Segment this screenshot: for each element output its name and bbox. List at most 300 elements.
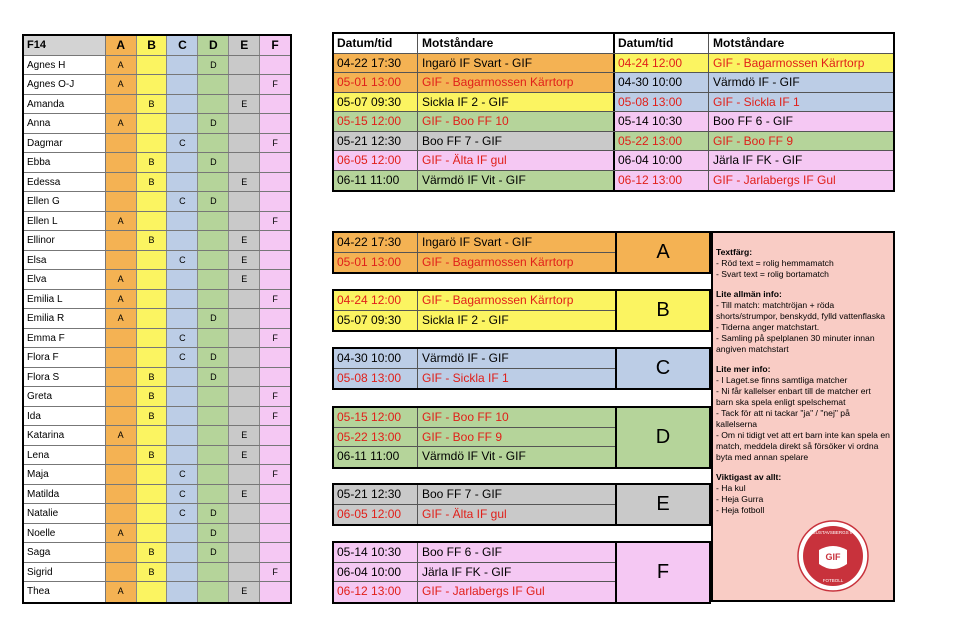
- group-cell: [137, 75, 168, 94]
- group-cell: [137, 485, 168, 504]
- group-cell: [260, 56, 290, 75]
- roster-row: [24, 231, 290, 251]
- group-cell: B: [137, 387, 168, 406]
- roster-row: [24, 153, 290, 173]
- header-datum: Datum/tid: [334, 34, 418, 53]
- group-cell: B: [137, 231, 168, 250]
- roster-header-row: [24, 36, 290, 56]
- group-cell: E: [229, 426, 260, 445]
- roster-row: [24, 387, 290, 407]
- group-cell: [260, 114, 290, 133]
- left-opponent: GIF - Älta IF gul: [418, 151, 615, 170]
- group-cell: [229, 75, 260, 94]
- player-name: Maja: [24, 465, 106, 484]
- info-textfarg-line: - Röd text = rolig hemmamatch: [716, 258, 834, 268]
- group-cell: [137, 192, 168, 211]
- header-motstandare: Motståndare: [418, 34, 615, 53]
- group-cell: [229, 309, 260, 328]
- player-name: Elsa: [24, 251, 106, 270]
- group-cell: B: [137, 446, 168, 465]
- group-block-a: [332, 231, 711, 274]
- col-header-b: B: [137, 36, 168, 55]
- col-header-c: C: [167, 36, 198, 55]
- group-match-row: [334, 582, 615, 602]
- logo-center-text: GIF: [825, 552, 841, 562]
- group-letter: E: [617, 485, 709, 524]
- group-cell: [106, 329, 137, 348]
- group-cell: [137, 212, 168, 231]
- group-cell: [137, 251, 168, 270]
- group-cell: A: [106, 582, 137, 602]
- group-cell: [137, 309, 168, 328]
- group-match-opponent: GIF - Boo FF 10: [422, 410, 509, 424]
- player-name: Ebba: [24, 153, 106, 172]
- group-cell: [260, 95, 290, 114]
- group-cell: D: [198, 192, 229, 211]
- group-cell: [106, 348, 137, 367]
- left-opponent: Värmdö IF Vit - GIF: [418, 171, 615, 191]
- right-date: 06-12 13:00: [615, 171, 709, 191]
- group-match-row: [334, 505, 615, 525]
- schedule-row: [334, 73, 893, 93]
- group-cell: [167, 368, 198, 387]
- col-header-a: A: [106, 36, 137, 55]
- group-cell: [229, 192, 260, 211]
- group-cell: E: [229, 446, 260, 465]
- group-cell: [167, 543, 198, 562]
- group-block-f: [332, 541, 711, 604]
- player-name: Flora F: [24, 348, 106, 367]
- group-cell: [198, 75, 229, 94]
- right-opponent: Boo FF 6 - GIF: [709, 112, 893, 131]
- schedule-row: [334, 151, 893, 171]
- roster-row: [24, 251, 290, 271]
- group-match-opponent: GIF - Sickla IF 1: [422, 370, 509, 385]
- header-datum-2: Datum/tid: [615, 34, 709, 53]
- player-name: Ellinor: [24, 231, 106, 250]
- group-cell: [198, 212, 229, 231]
- group-cell: A: [106, 426, 137, 445]
- group-cell: C: [167, 251, 198, 270]
- group-cell: [229, 465, 260, 484]
- player-name: Anna: [24, 114, 106, 133]
- group-cell: A: [106, 270, 137, 289]
- info-allman-line: - Tiderna anger matchstart.: [716, 322, 820, 332]
- group-cell: D: [198, 504, 229, 523]
- schedule-row: [334, 93, 893, 113]
- left-opponent: Ingarö IF Svart - GIF: [418, 54, 615, 73]
- group-cell: [229, 387, 260, 406]
- roster-row: [24, 524, 290, 544]
- group-cell: [167, 426, 198, 445]
- group-cell: [167, 290, 198, 309]
- group-cell: [137, 465, 168, 484]
- roster-row: [24, 212, 290, 232]
- group-match-date: 05-14 10:30: [334, 543, 418, 562]
- group-cell: [260, 426, 290, 445]
- group-cell: [198, 231, 229, 250]
- group-cell: [260, 309, 290, 328]
- group-match-date: 06-05 12:00: [334, 505, 418, 525]
- group-cell: B: [137, 368, 168, 387]
- group-cell: [137, 114, 168, 133]
- group-cell: [229, 114, 260, 133]
- group-block-e: [332, 483, 711, 526]
- roster-row: [24, 192, 290, 212]
- info-viktigast-line: - Heja Gurra: [716, 494, 764, 504]
- group-cell: [167, 407, 198, 426]
- group-match-date: 06-04 10:00: [334, 563, 418, 582]
- group-cell: [167, 95, 198, 114]
- left-opponent: GIF - Bagarmossen Kärrtorp: [418, 73, 615, 92]
- roster-row: [24, 485, 290, 505]
- player-name: Lena: [24, 446, 106, 465]
- group-cell: [260, 153, 290, 172]
- group-letter: C: [617, 349, 709, 388]
- group-match-row: [334, 447, 615, 467]
- group-cell: A: [106, 75, 137, 94]
- roster-row: [24, 173, 290, 193]
- info-allman-title: Lite allmän info:: [716, 289, 782, 299]
- roster-row: [24, 56, 290, 76]
- group-cell: [137, 504, 168, 523]
- group-cell: [229, 290, 260, 309]
- group-cell: [260, 231, 290, 250]
- group-cell: [198, 290, 229, 309]
- left-opponent: Boo FF 7 - GIF: [418, 132, 615, 151]
- group-cell: [229, 407, 260, 426]
- group-match-date: 05-01 13:00: [334, 253, 418, 273]
- group-cell: A: [106, 524, 137, 543]
- group-cell: [167, 582, 198, 602]
- group-cell: A: [106, 212, 137, 231]
- group-cell: [106, 173, 137, 192]
- group-cell: [198, 270, 229, 289]
- group-match-row: [334, 311, 615, 331]
- group-cell: [106, 368, 137, 387]
- roster-row: [24, 465, 290, 485]
- group-cell: [106, 134, 137, 153]
- group-cell: [167, 309, 198, 328]
- group-match-date: 05-08 13:00: [334, 369, 418, 389]
- group-cell: B: [137, 407, 168, 426]
- group-cell: C: [167, 134, 198, 153]
- group-cell: [260, 504, 290, 523]
- roster-row: [24, 134, 290, 154]
- group-cell: [198, 582, 229, 602]
- group-match-opponent: Värmdö IF - GIF: [422, 351, 509, 365]
- schedule-header-row: [334, 34, 893, 54]
- group-cell: [260, 524, 290, 543]
- schedule-row: [334, 171, 893, 191]
- player-name: Amanda: [24, 95, 106, 114]
- info-mer-line: - Om ni tidigt vet att ert barn inte kan spela en match, meddela direkt så försöker vi ordna byta med annan spelare: [716, 430, 890, 462]
- group-match-row: [334, 563, 615, 583]
- group-cell: B: [137, 563, 168, 582]
- group-match-date: 06-12 13:00: [334, 582, 418, 602]
- player-name: Agnes H: [24, 56, 106, 75]
- group-cell: D: [198, 309, 229, 328]
- group-cell: D: [198, 543, 229, 562]
- group-cell: [229, 504, 260, 523]
- group-letter: D: [617, 408, 709, 467]
- group-cell: F: [260, 407, 290, 426]
- player-name: Sigrid: [24, 563, 106, 582]
- group-cell: [137, 56, 168, 75]
- right-date: 04-30 10:00: [615, 73, 709, 92]
- group-cell: C: [167, 192, 198, 211]
- group-cell: [260, 192, 290, 211]
- group-cell: [167, 270, 198, 289]
- player-name: Natalie: [24, 504, 106, 523]
- group-cell: [167, 524, 198, 543]
- left-opponent: GIF - Boo FF 10: [418, 112, 615, 131]
- match-schedule-table: [332, 32, 895, 192]
- group-cell: [198, 485, 229, 504]
- group-cell: F: [260, 134, 290, 153]
- group-cell: [106, 563, 137, 582]
- right-date: 05-22 13:00: [615, 132, 709, 151]
- group-letter: F: [617, 543, 709, 602]
- player-name: Edessa: [24, 173, 106, 192]
- group-cell: D: [198, 56, 229, 75]
- group-cell: [229, 348, 260, 367]
- group-cell: [229, 563, 260, 582]
- group-cell: E: [229, 173, 260, 192]
- player-roster-grid: [22, 34, 292, 604]
- group-match-row: [334, 485, 615, 505]
- left-opponent: Sickla IF 2 - GIF: [418, 93, 615, 112]
- group-cell: D: [198, 114, 229, 133]
- gif-club-logo: [797, 520, 869, 592]
- group-cell: [137, 582, 168, 602]
- group-cell: A: [106, 290, 137, 309]
- group-cell: [198, 387, 229, 406]
- group-cell: [229, 212, 260, 231]
- group-cell: C: [167, 504, 198, 523]
- group-match-row: [334, 408, 615, 428]
- logo-top-text: GUSTAVSBERGS IF: [812, 530, 854, 535]
- group-cell: [260, 173, 290, 192]
- group-match-opponent: Boo FF 7 - GIF: [422, 487, 503, 501]
- group-match-date: 06-11 11:00: [334, 447, 418, 467]
- group-match-row: [334, 369, 615, 389]
- right-date: 05-08 13:00: [615, 93, 709, 112]
- group-cell: B: [137, 95, 168, 114]
- group-cell: [198, 251, 229, 270]
- group-cell: [260, 251, 290, 270]
- group-cell: [106, 95, 137, 114]
- group-cell: C: [167, 485, 198, 504]
- group-cell: A: [106, 114, 137, 133]
- left-date: 05-01 13:00: [334, 73, 418, 92]
- group-cell: [106, 407, 137, 426]
- group-cell: [167, 231, 198, 250]
- roster-row: [24, 368, 290, 388]
- group-cell: [260, 485, 290, 504]
- player-name: Saga: [24, 543, 106, 562]
- info-viktigast-line: - Ha kul: [716, 483, 746, 493]
- player-name: Ellen L: [24, 212, 106, 231]
- roster-row: [24, 543, 290, 563]
- group-cell: [106, 192, 137, 211]
- group-cell: F: [260, 563, 290, 582]
- group-cell: [260, 348, 290, 367]
- group-cell: D: [198, 368, 229, 387]
- group-cell: [167, 563, 198, 582]
- group-cell: [198, 95, 229, 114]
- info-textfarg-line: - Svart text = rolig bortamatch: [716, 269, 829, 279]
- roster-row: [24, 582, 290, 602]
- group-cell: [106, 231, 137, 250]
- info-mer-line: - Ni får kallelser enbart till de matcher ert barn ska spela enligt spelschemat: [716, 386, 871, 407]
- right-opponent: Järla IF FK - GIF: [709, 151, 893, 170]
- roster-row: [24, 426, 290, 446]
- group-cell: F: [260, 290, 290, 309]
- group-cell: A: [106, 309, 137, 328]
- group-cell: [137, 524, 168, 543]
- player-name: Ellen G: [24, 192, 106, 211]
- player-name: Greta: [24, 387, 106, 406]
- group-cell: [137, 348, 168, 367]
- group-match-date: 05-22 13:00: [334, 428, 418, 447]
- group-cell: [198, 465, 229, 484]
- group-match-row: [334, 349, 615, 369]
- left-date: 06-05 12:00: [334, 151, 418, 170]
- group-cell: [229, 368, 260, 387]
- group-cell: [260, 582, 290, 602]
- group-match-opponent: Värmdö IF Vit - GIF: [422, 449, 526, 463]
- col-header-f: F: [260, 36, 290, 55]
- group-cell: D: [198, 348, 229, 367]
- group-match-opponent: Järla IF FK - GIF: [422, 564, 512, 579]
- roster-row: [24, 563, 290, 583]
- schedule-row: [334, 132, 893, 152]
- group-letter: B: [617, 291, 709, 330]
- group-cell: D: [198, 524, 229, 543]
- group-cell: [137, 270, 168, 289]
- group-cell: [106, 465, 137, 484]
- group-match-opponent: GIF - Bagarmossen Kärrtorp: [422, 293, 574, 307]
- group-match-date: 04-30 10:00: [334, 349, 418, 368]
- right-opponent: Värmdö IF - GIF: [709, 73, 893, 92]
- player-name: Emilia R: [24, 309, 106, 328]
- group-match-opponent: GIF - Älta IF gul: [422, 506, 507, 521]
- left-date: 06-11 11:00: [334, 171, 418, 191]
- header-motstandare-2: Motståndare: [709, 34, 893, 53]
- roster-row: [24, 348, 290, 368]
- left-date: 05-21 12:30: [334, 132, 418, 151]
- schedule-row: [334, 54, 893, 74]
- group-block-d: [332, 406, 711, 469]
- group-match-row: [334, 428, 615, 448]
- group-block-b: [332, 289, 711, 332]
- player-name: Thea: [24, 582, 106, 602]
- group-cell: A: [106, 56, 137, 75]
- group-cell: [229, 543, 260, 562]
- roster-row: [24, 446, 290, 466]
- group-cell: [106, 153, 137, 172]
- group-cell: [198, 446, 229, 465]
- right-date: 06-04 10:00: [615, 151, 709, 170]
- right-opponent: GIF - Boo FF 9: [709, 132, 893, 151]
- group-cell: [137, 134, 168, 153]
- group-cell: D: [198, 153, 229, 172]
- group-cell: E: [229, 270, 260, 289]
- group-cell: B: [137, 153, 168, 172]
- group-match-row: [334, 543, 615, 563]
- group-cell: [229, 56, 260, 75]
- logo-bottom-text: FOTBOLL: [822, 578, 844, 583]
- group-letter: A: [617, 233, 709, 272]
- roster-row: [24, 504, 290, 524]
- group-cell: E: [229, 95, 260, 114]
- player-name: Emma F: [24, 329, 106, 348]
- roster-row: [24, 407, 290, 427]
- group-cell: [260, 368, 290, 387]
- info-allman-line: - Till match: matchtröjan + röda shorts/strumpor, benskydd, fylld vattenflaska: [716, 300, 886, 321]
- group-match-row: [334, 291, 615, 311]
- group-match-opponent: GIF - Jarlabergs IF Gul: [422, 584, 545, 598]
- player-name: Ida: [24, 407, 106, 426]
- info-mer-title: Lite mer info:: [716, 364, 771, 374]
- player-name: Flora S: [24, 368, 106, 387]
- info-viktigast-line: - Heja fotboll: [716, 505, 765, 515]
- group-cell: C: [167, 465, 198, 484]
- player-name: Matilda: [24, 485, 106, 504]
- group-cell: [106, 543, 137, 562]
- group-cell: [137, 329, 168, 348]
- roster-row: [24, 75, 290, 95]
- right-opponent: GIF - Jarlabergs IF Gul: [709, 171, 893, 191]
- group-cell: B: [137, 543, 168, 562]
- player-name: Dagmar: [24, 134, 106, 153]
- group-match-opponent: Boo FF 6 - GIF: [422, 545, 503, 559]
- group-match-row: [334, 233, 615, 253]
- group-cell: [106, 251, 137, 270]
- info-viktigast-title: Viktigast av allt:: [716, 472, 782, 482]
- player-name: Agnes O-J: [24, 75, 106, 94]
- right-opponent: GIF - Sickla IF 1: [709, 93, 893, 112]
- group-cell: [167, 446, 198, 465]
- roster-row: [24, 95, 290, 115]
- group-cell: F: [260, 387, 290, 406]
- group-cell: C: [167, 329, 198, 348]
- group-match-date: 05-15 12:00: [334, 408, 418, 427]
- info-textfarg-title: Textfärg:: [716, 247, 753, 257]
- group-cell: [167, 212, 198, 231]
- group-cell: [167, 173, 198, 192]
- col-header-d: D: [198, 36, 229, 55]
- roster-row: [24, 114, 290, 134]
- player-name: Emilia L: [24, 290, 106, 309]
- roster-title: F14: [24, 36, 106, 55]
- group-cell: E: [229, 485, 260, 504]
- left-date: 04-22 17:30: [334, 54, 418, 73]
- group-cell: E: [229, 582, 260, 602]
- group-block-c: [332, 347, 711, 390]
- group-cell: [260, 270, 290, 289]
- left-date: 05-07 09:30: [334, 93, 418, 112]
- info-mer-line: - I Laget.se finns samtliga matcher: [716, 375, 848, 385]
- group-cell: [229, 524, 260, 543]
- group-cell: [198, 329, 229, 348]
- group-cell: E: [229, 231, 260, 250]
- group-match-date: 04-22 17:30: [334, 233, 418, 252]
- group-cell: [167, 153, 198, 172]
- group-cell: F: [260, 329, 290, 348]
- group-cell: F: [260, 75, 290, 94]
